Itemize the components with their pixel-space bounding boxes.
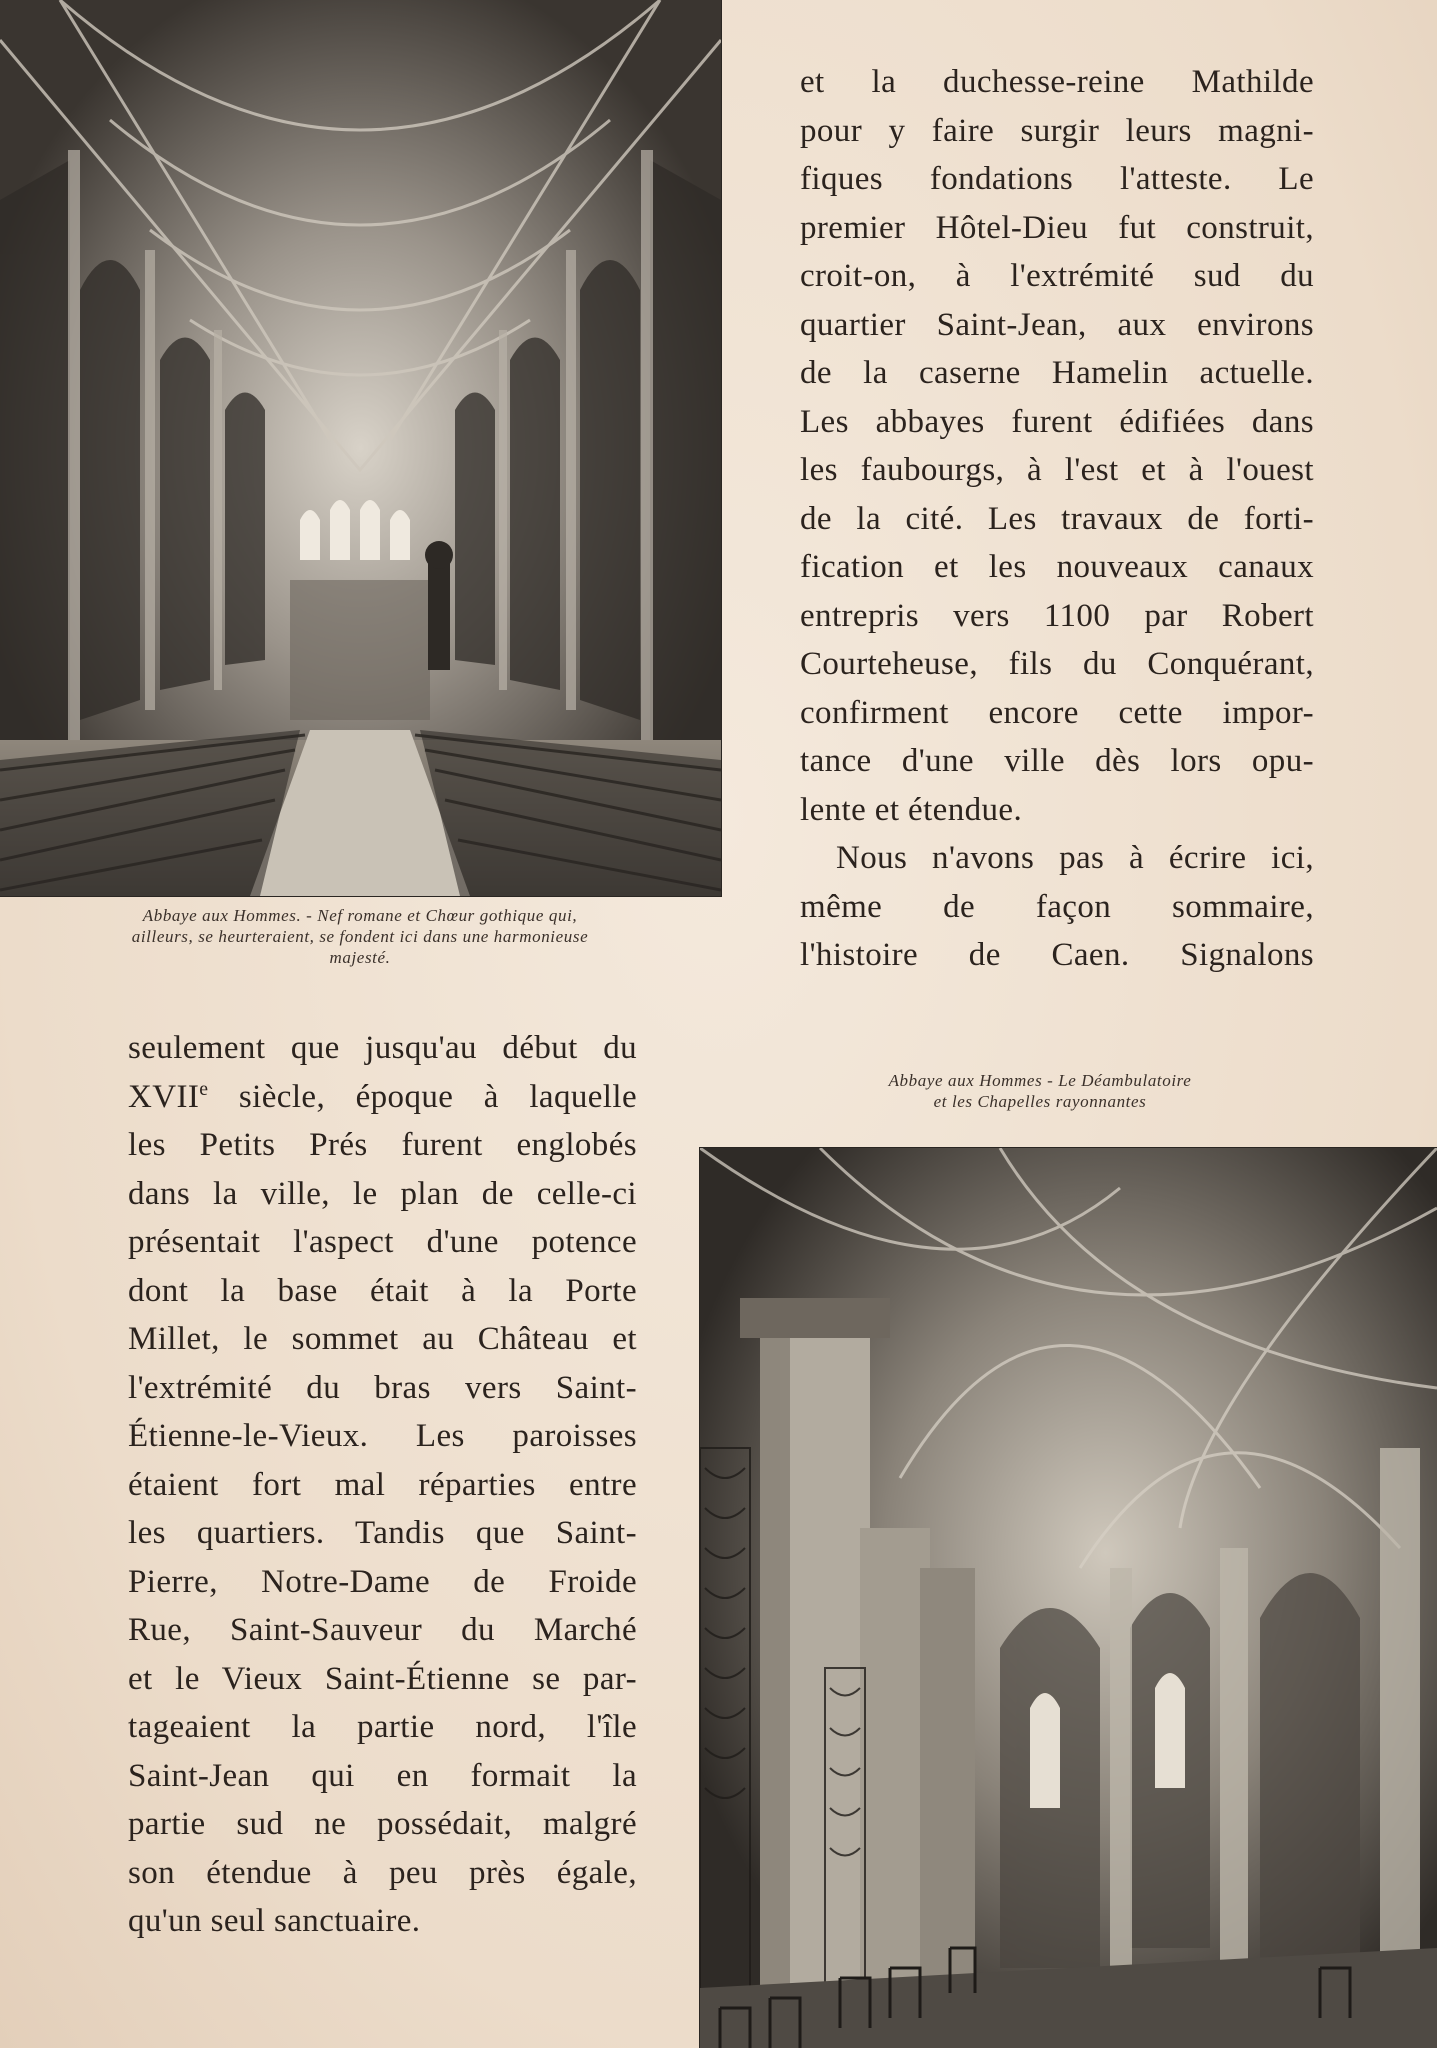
text-line: les Petits Prés furent englobés <box>128 1127 637 1163</box>
caption-line: ailleurs, se heurteraient, se fondent ici dans une harmonieuse <box>131 927 589 946</box>
caption-line: majesté. <box>329 948 391 967</box>
text-line: et le Vieux Saint-Étienne se par- <box>128 1660 637 1697</box>
text-line: Rue, Saint-Sauveur du Marché <box>128 1612 637 1648</box>
text-line: les quartiers. Tandis que Saint- <box>128 1515 637 1551</box>
text-line: entrepris vers 1100 par Robert <box>800 597 1314 634</box>
text-line: même de façon sommaire, <box>800 888 1314 925</box>
text-line <box>128 1073 637 1122</box>
text-line: pour y faire surgir leurs magni- <box>800 112 1314 149</box>
text-line: Courteheuse, fils du Conquérant, <box>800 646 1314 682</box>
text-line: Les abbayes furent édifiées dans <box>800 403 1314 440</box>
caption-line: Abbaye aux Hommes. - Nef romane et Chœur gothique qui, <box>142 906 578 925</box>
text-line: l'extrémité du bras vers Saint- <box>128 1369 637 1406</box>
nave-photo-caption <box>40 905 680 968</box>
text-line: qu'un seul sanctuaire. <box>128 1903 421 1939</box>
photo-ambulatory-chapels <box>700 1148 1437 2048</box>
text-line: lente et étendue. <box>800 791 1023 828</box>
text-line: fication et les nouveaux canaux <box>800 549 1314 585</box>
text-line: Saint-Jean qui en formait la <box>128 1757 637 1794</box>
nave-illustration <box>0 0 721 896</box>
ambulatory-photo-caption <box>800 1070 1280 1112</box>
text-line: Pierre, Notre-Dame de Froide <box>128 1563 637 1600</box>
photo-nave-choir <box>0 0 721 896</box>
century-superscript: e <box>199 1077 209 1100</box>
text-line: fiques fondations l'atteste. Le <box>800 161 1314 197</box>
text-line: son étendue à peu près égale, <box>128 1854 637 1891</box>
text-line: confirment encore cette impor- <box>800 694 1314 731</box>
text-line: et la duchesse-reine Mathilde <box>800 64 1314 100</box>
text-line: tageaient la partie nord, l'île <box>128 1709 637 1745</box>
text-line: étaient fort mal réparties entre <box>128 1466 637 1503</box>
text-fragment: siècle, époque à laquelle <box>208 1078 637 1115</box>
century-numeral: XVII <box>128 1078 200 1115</box>
text-line: tance d'une ville dès lors opu- <box>800 743 1314 779</box>
caption-line: Abbaye aux Hommes - Le Déambulatoire <box>888 1071 1192 1090</box>
caption-line: et les Chapelles rayonnantes <box>933 1092 1147 1111</box>
text-line: de la cité. Les travaux de forti- <box>800 500 1314 537</box>
right-column-text <box>800 58 1314 980</box>
text-line: Millet, le sommet au Château et <box>128 1321 637 1357</box>
text-line: seulement que jusqu'au début du <box>128 1030 637 1066</box>
text-line: présentait l'aspect d'une potence <box>128 1224 637 1260</box>
text-line: l'histoire de Caen. Signalons <box>800 937 1314 973</box>
text-line: Étienne-le-Vieux. Les paroisses <box>128 1418 637 1454</box>
text-line: Nous n'avons pas à écrire ici, <box>836 840 1314 876</box>
left-column-text <box>128 1024 637 1946</box>
text-line: de la caserne Hamelin actuelle. <box>800 355 1314 391</box>
text-line: les faubourgs, à l'est et à l'ouest <box>800 452 1314 488</box>
ambulatory-illustration <box>700 1148 1437 2048</box>
text-line: croit-on, à l'extrémité sud du <box>800 258 1314 294</box>
text-line: quartier Saint-Jean, aux environs <box>800 306 1314 343</box>
text-line: dont la base était à la Porte <box>128 1272 637 1309</box>
text-line: dans la ville, le plan de celle-ci <box>128 1175 637 1212</box>
text-line: premier Hôtel-Dieu fut construit, <box>800 209 1314 246</box>
text-line: partie sud ne possédait, malgré <box>128 1806 637 1842</box>
